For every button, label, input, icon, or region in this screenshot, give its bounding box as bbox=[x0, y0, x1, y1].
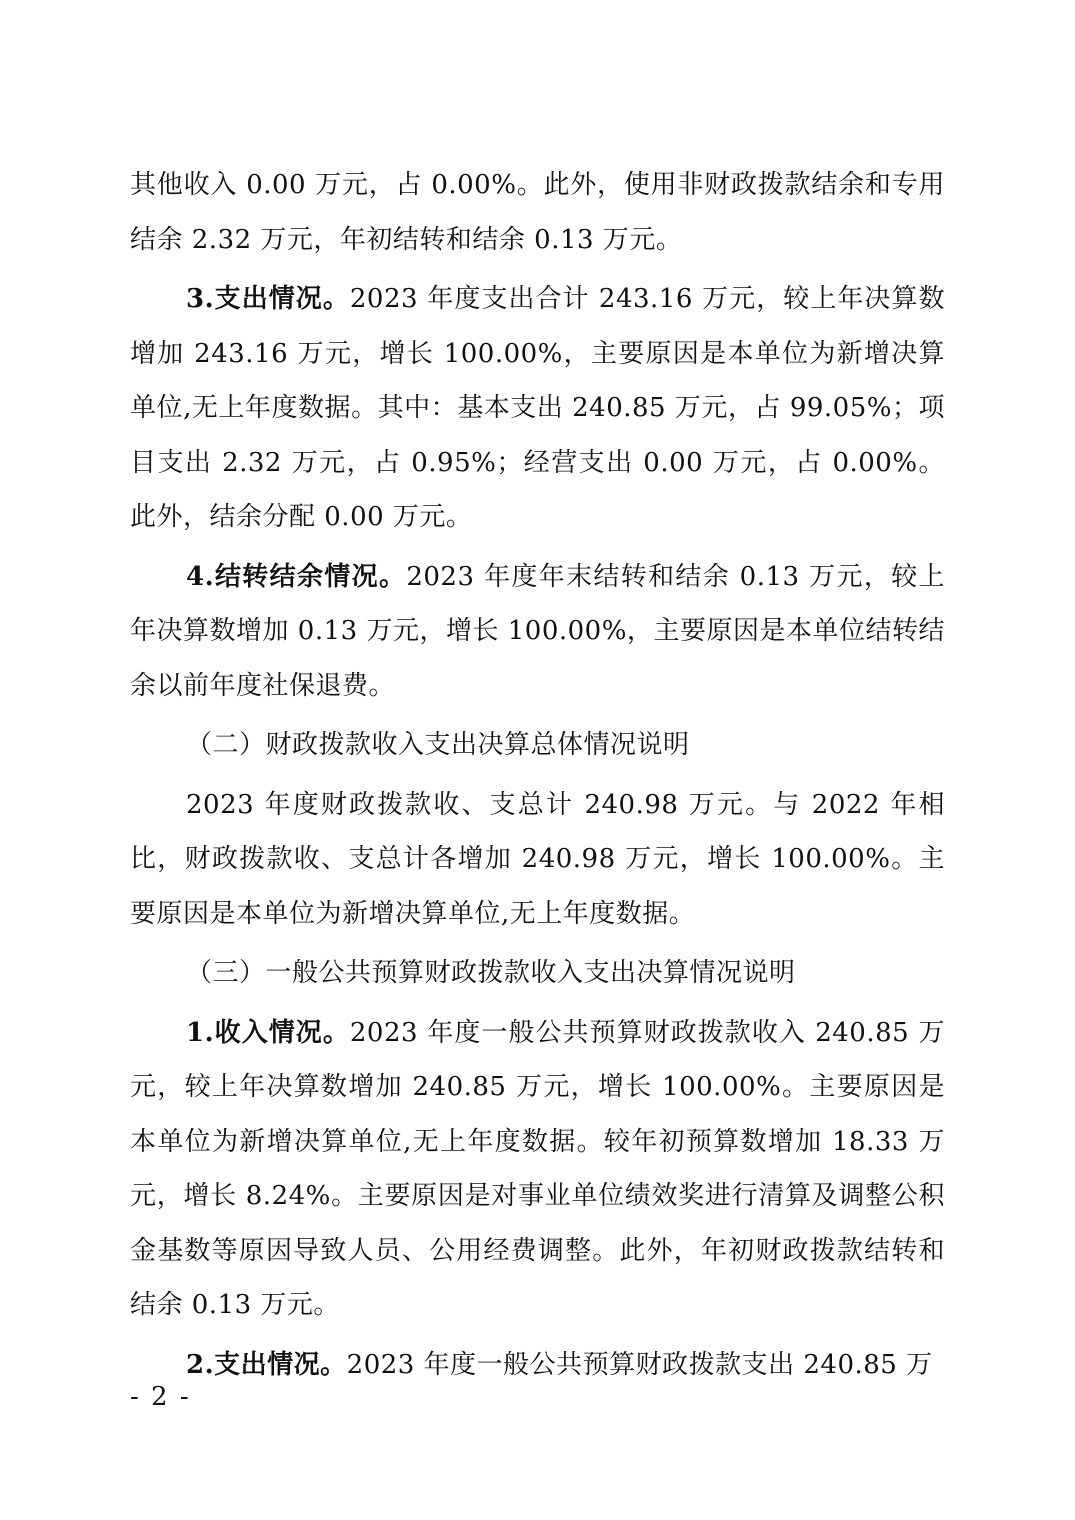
paragraph-text: 2023 年度一般公共预算财政拨款收入 240.85 万元，较上年决算数增加 240.85 万元，增长 100.00%。主要原因是本单位为新增决算单位,无上年度数据。较年初预算数增加 18.33 万元，增长 8.24%。主要原因是对事业单位绩效奖进行清算及调整公积金基数等原因导致人员、公用经费调整。此外，年初财政拨款结转和结余 0.13 万元。 bbox=[130, 1017, 945, 1320]
paragraph-general-budget-expense bbox=[130, 1338, 945, 1393]
section-heading-general-budget: （三）一般公共预算财政拨款收入支出决算情况说明 bbox=[186, 958, 796, 988]
paragraph-lead: 1.收入情况。 bbox=[186, 1017, 350, 1048]
section-heading-fiscal-overview: （二）财政拨款收入支出决算总体情况说明 bbox=[186, 730, 690, 760]
document-body bbox=[130, 158, 945, 1397]
page-number: - 2 - bbox=[130, 1382, 191, 1412]
paragraph-text: 2023 年度支出合计 243.16 万元，较上年决算数增加 243.16 万元，增长 100.00%，主要原因是本单位为新增决算单位,无上年度数据。其中：基本支出 240.85 万元，占 99.05%；项目支出 2.32 万元，占 0.95%；经营支出 0.00 万元，占 0.00%。此外，结余分配 0.00 万元。 bbox=[130, 284, 945, 532]
paragraph-lead: 2.支出情况。 bbox=[186, 1349, 347, 1380]
paragraph-general-budget-income bbox=[130, 1006, 945, 1333]
paragraph-other-income bbox=[130, 158, 945, 267]
paragraph-text: 其他收入 0.00 万元，占 0.00%。此外，使用非财政拨款结余和专用结余 2.32 万元，年初结转和结余 0.13 万元。 bbox=[130, 170, 945, 255]
paragraph-text: 2023 年度年末结转和结余 0.13 万元，较上年决算数增加 0.13 万元，增长 100.00%，主要原因是本单位结转结余以前年度社保退费。 bbox=[130, 561, 945, 701]
paragraph-fiscal-overview bbox=[130, 778, 945, 942]
paragraph-text: 2023 年度一般公共预算财政拨款支出 240.85 万 bbox=[346, 1349, 933, 1380]
paragraph-lead: 4.结转结余情况。 bbox=[186, 561, 407, 592]
paragraph-expenditure bbox=[130, 272, 945, 545]
paragraph-lead: 3.支出情况。 bbox=[186, 284, 350, 314]
paragraph-text: 2023 年度财政拨款收、支总计 240.98 万元。与 2022 年相比，财政拨款收、支总计各增加 240.98 万元，增长 100.00%。主要原因是本单位为新增决算单位,无上年度数据。 bbox=[130, 789, 945, 929]
paragraph-carryover bbox=[130, 550, 945, 714]
